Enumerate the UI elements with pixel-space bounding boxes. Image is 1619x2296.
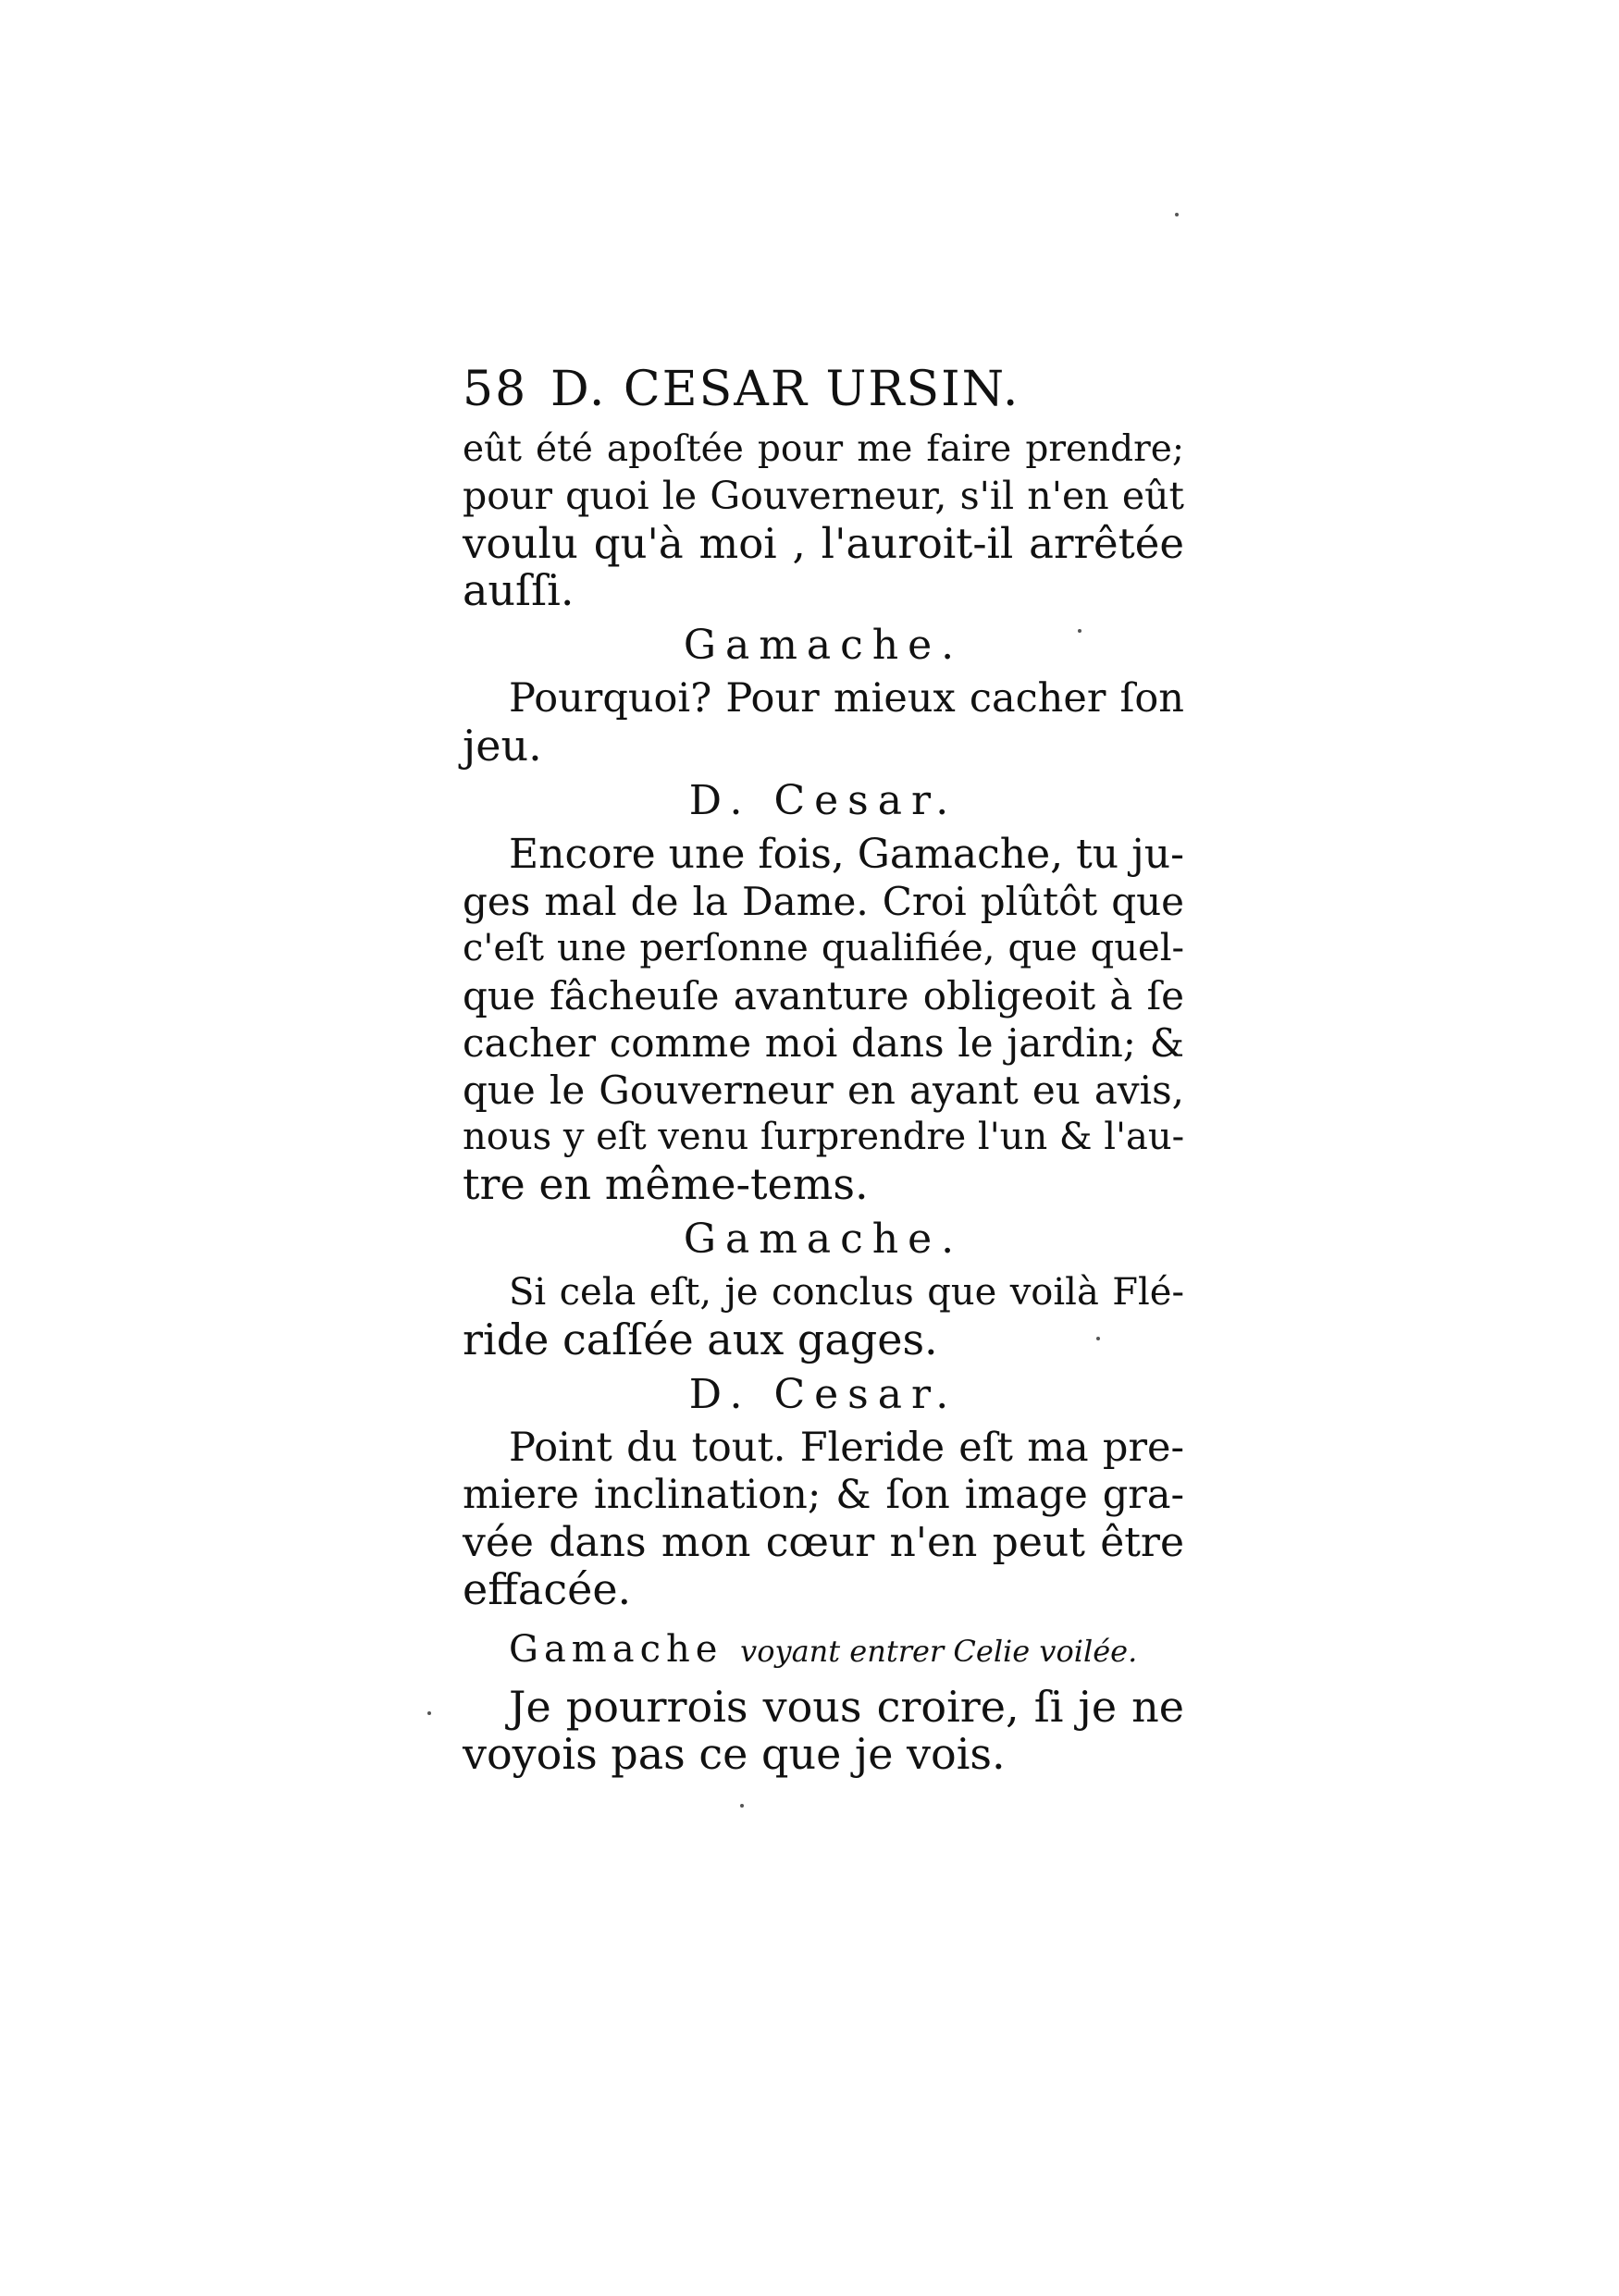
text-line: effacée.: [463, 1564, 632, 1614]
text-line: voyois pas ce que je vois.: [463, 1729, 1006, 1779]
text-paragraph: [463, 675, 1184, 770]
speaker-name: Gamache.: [683, 1216, 964, 1263]
paper-speck: [1096, 1337, 1100, 1340]
text-paragraph: [463, 831, 1184, 1208]
text-line: eût été apoſtée pour me faire prendre;: [463, 428, 1184, 470]
text-line: cacher comme moi dans le jardin; &: [463, 1020, 1184, 1066]
text-line: pour quoi le Gouverneur, s'il n'en eût: [463, 474, 1184, 518]
text-line: Je pourrois vous croire, ſi je ne: [509, 1682, 1184, 1732]
text-line: ride caſſée aux gages.: [463, 1315, 938, 1364]
speaker-name: Gamache: [509, 1628, 723, 1671]
speaker-name: D. Cesar.: [688, 777, 958, 824]
text-line: que fâcheuſe avanture obligeoit à ſe: [463, 973, 1184, 1018]
text-line: jeu.: [463, 721, 542, 771]
text-line: c'eſt une perſonne qualifiée, que quel-: [463, 927, 1184, 969]
text-line: tre en même-tems.: [463, 1159, 869, 1209]
text-line: que le Gouverneur en ayant eu avis,: [463, 1068, 1184, 1113]
speaker-name: Gamache.: [683, 622, 964, 669]
text-line: Pourquoi? Pour mieux cacher ſon: [509, 675, 1184, 722]
body-flow: [463, 426, 1184, 1778]
paper-speck: [740, 1804, 744, 1808]
text-line: ges mal de la Dame. Croi plûtôt que: [463, 879, 1184, 924]
paper-speck: [1175, 213, 1179, 216]
text-line: Point du tout. Fleride eſt ma pre-: [509, 1425, 1184, 1471]
text-line: auſſi.: [463, 565, 575, 615]
text-line: voulu qu'à moi , l'auroit-il arrêtée: [463, 519, 1184, 568]
text-line: vée dans mon cœur n'en peut être: [463, 1519, 1184, 1566]
text-line: Si cela eſt, je conclus que voilà Flé-: [509, 1271, 1184, 1314]
text-paragraph: [463, 426, 1184, 614]
text-paragraph: [463, 1684, 1184, 1778]
speaker-with-direction: [463, 1623, 1184, 1678]
running-title: D. CESAR URSIN.: [550, 362, 1020, 417]
text-line: miere inclination; & ſon image gra-: [463, 1472, 1184, 1518]
running-head: [463, 361, 1184, 418]
text-line: Encore une fois, Gamache, tu ju-: [509, 831, 1184, 878]
paper-speck: [1078, 629, 1081, 633]
text-paragraph: [463, 1269, 1184, 1364]
paper-speck: [427, 1711, 431, 1715]
text-paragraph: [463, 1425, 1184, 1613]
speaker-name: D. Cesar.: [688, 1371, 958, 1418]
page-number: 58: [463, 362, 528, 417]
text-line: nous y eſt venu ſurprendre l'un & l'au-: [463, 1116, 1185, 1158]
text-block: [463, 361, 1184, 1778]
stage-direction: voyant entrer Celie voilée.: [740, 1634, 1138, 1669]
